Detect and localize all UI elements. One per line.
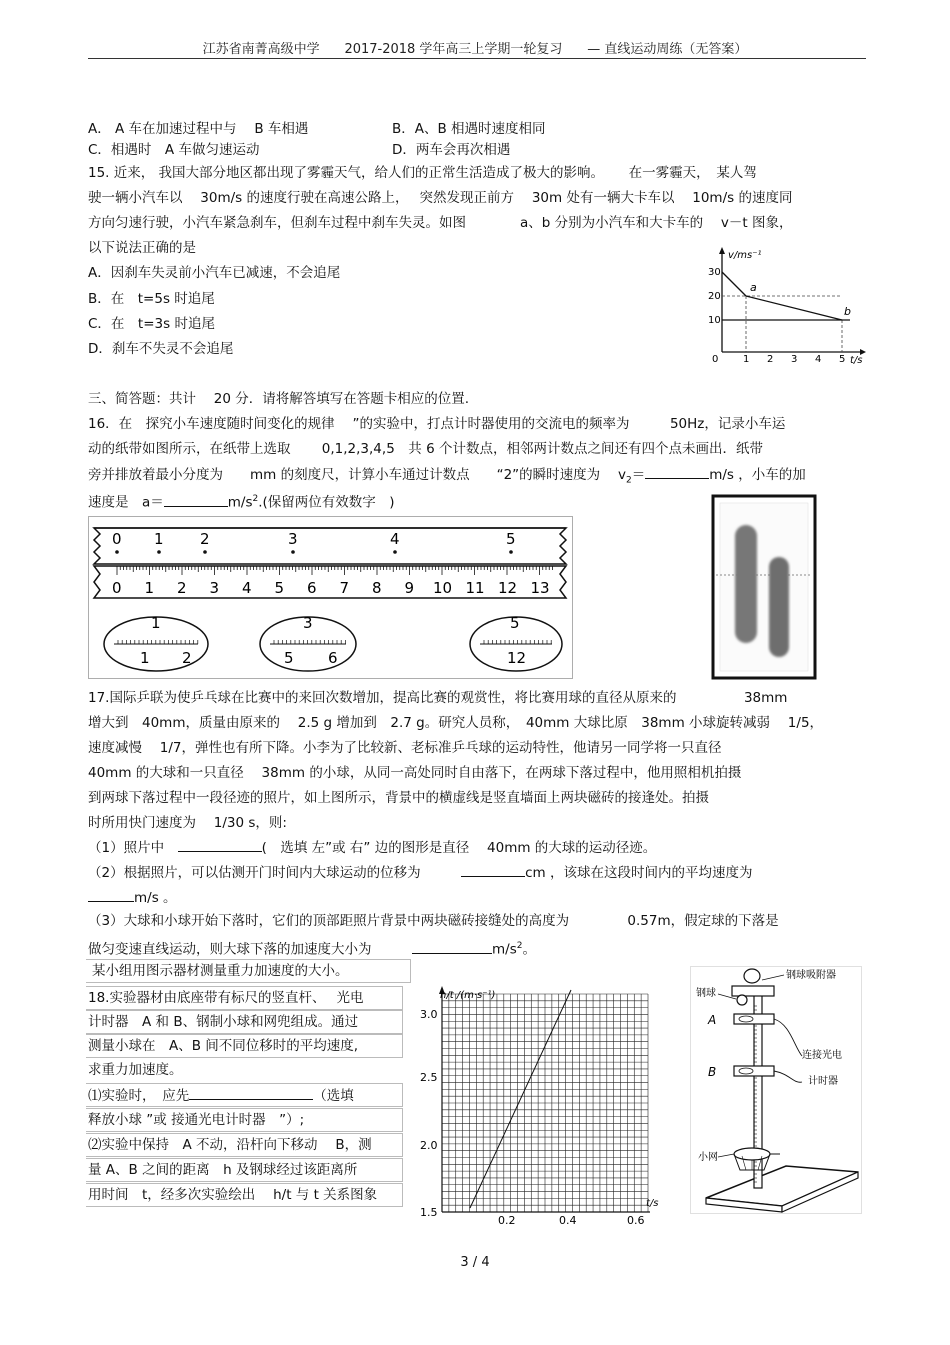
magnet-holder (744, 969, 760, 983)
x-tick-4: 4 (815, 354, 822, 365)
ruler-label-11: 11 (465, 579, 485, 597)
x-axis-label: t/s (646, 1198, 659, 1209)
label-a: A (708, 1013, 717, 1027)
ruler (94, 566, 566, 598)
zoom3-top: 5 (510, 614, 520, 632)
q18-apparatus (690, 966, 862, 1214)
header-rule (88, 58, 866, 59)
q17-sub-2b: m/s 。 (88, 888, 177, 907)
q17-line-6: 时所用快门速度为 1/30 s，则: (88, 815, 287, 831)
q14-option-d: D．两车会再次相遇 (392, 142, 511, 158)
q15-option-d: D．刹车不失灵不会追尾 (88, 341, 234, 357)
q17-ball-photo (712, 495, 816, 679)
ruler-label-6: 6 (307, 579, 317, 597)
q18-line-1: 18.实验器材由底座带有标尺的竖直杆、 光电 (88, 990, 364, 1006)
q16-tape-ruler-figure (88, 516, 574, 680)
paper-tape (94, 528, 566, 564)
tape-label-2: 2 (200, 530, 210, 548)
ruler-label-5: 5 (274, 579, 285, 597)
zoom1-left: 1 (140, 649, 150, 667)
ruler-label-13: 13 (530, 579, 550, 597)
q15-vt-graph (700, 244, 870, 366)
zoom2-top: 3 (303, 614, 313, 632)
q18-line-8: 量 A、B 之间的距离 h 及钢球经过该距离所 (88, 1162, 358, 1178)
y-tick-20: 20 (708, 291, 721, 302)
q18-line-4: 求重力加速度。 (88, 1062, 183, 1078)
q15-option-c: C．在 t=3s 时追尾 (88, 316, 215, 332)
q16-line-1: 16．在 探究小车速度随时间变化的规律 ”的实验中，打点计时器使用的交流电的频率为 50Hz，记录小车运 (88, 416, 786, 432)
q17-line-3: 速度减慢 1/7，弹性也有所下降。小李为了比较新、老标准乒乓球的运动特性，他请另一同学将一只直径 (88, 740, 722, 756)
q18-line-2: 计时器 A 和 B、钢制小球和网兜组成。通过 (88, 1014, 359, 1030)
page-header (0, 38, 950, 57)
tape-label-1: 1 (154, 530, 164, 548)
q15-line-4: 以下说法正确的是 (88, 240, 196, 256)
label-wire: 连接光电 (802, 1050, 842, 1061)
q15-option-b: B．在 t=5s 时追尾 (88, 291, 215, 307)
zoom2-right: 6 (328, 649, 338, 667)
x-tick-3: 3 (791, 354, 798, 365)
zoom2-left: 5 (284, 649, 294, 667)
header-topic: — 直线运动周练（无答案） (587, 42, 748, 57)
ruler-label-0: 0 (112, 579, 122, 597)
small-ball-trail (769, 557, 789, 657)
q17-sub1-blank[interactable] (178, 838, 262, 852)
ruler-label-10: 10 (433, 579, 453, 597)
q16-v2-blank[interactable] (645, 465, 709, 479)
label-ball: 钢球 (696, 988, 716, 999)
ruler-label-2: 2 (177, 579, 187, 597)
x-tick-0-6: 0.6 (627, 1214, 645, 1227)
q17-line-1: 17.国际乒联为使乒乓球在比赛中的来回次数增加，提高比赛的观赏性，将比赛用球的直径从原来的 38mm (88, 690, 788, 706)
q17-sub-1: （1）照片中 ( 选填 左”或 右” 边的图形是直径 40mm 的大球的运动径迹。 (88, 840, 657, 856)
tape-label-5: 5 (506, 530, 516, 548)
q15-line-3: 方向匀速行驶，小汽车紧急刹车，但刹车过程中刹车失灵。如图 a、b 分别为小汽车和大卡车的 v－t 图象， (88, 215, 793, 231)
q18-ht-graph (418, 980, 659, 1228)
ruler-label-9: 9 (404, 579, 415, 597)
label-b: B (708, 1065, 717, 1079)
q17-sub2-speed-blank[interactable] (88, 888, 134, 902)
ruler-label-4: 4 (242, 579, 252, 597)
ruler-label-8: 8 (372, 579, 382, 597)
y-tick-1-5: 1.5 (420, 1206, 438, 1219)
q15-line-2: 驶一辆小汽车以 30m/s 的速度行驶在高速公路上， 突然发现正前方 30m 处有一辆大卡车以 10m/s 的速度同 (88, 190, 793, 206)
y-axis-label: v/ms⁻¹ (728, 250, 762, 261)
zoom1-right: 2 (182, 649, 192, 667)
y-tick-3-0: 3.0 (420, 1008, 438, 1021)
q17-sub-2: （2）根据照片，可以估测开门时间内大球运动的位移为 cm ，该球在这段时间内的平均速度为 (88, 865, 753, 881)
zoom3-bottom: 12 (507, 649, 527, 667)
q18-line-3: 测量小球在 A、B 间不同位移时的平均速度, (88, 1038, 359, 1054)
y-axis-label: h/t /(m·s⁻¹) (440, 990, 496, 1001)
q16-line-2: 动的纸带如图所示，在纸带上选取 0,1,2,3,4,5 共 6 个计数点，相邻两计数点之间还有四个点未画出．纸带 (88, 441, 763, 457)
y-tick-2-5: 2.5 (420, 1071, 438, 1084)
label-a: a (750, 281, 757, 294)
header-term: 2017-2018 学年高三上学期一轮复习 (344, 42, 563, 57)
q17-sub-3: （3）大球和小球开始下落时，它们的顶部距照片背景中两块磁砖接缝处的高度为 0.57m，假定球的下落是 (88, 913, 779, 929)
q15-line-1: 15. 近来， 我国大部分地区都出现了雾霾天气，给人们的正常生活造成了极大的影响。 在一雾霾天， 某人驾 (88, 165, 757, 181)
ruler-label-7: 7 (339, 579, 350, 597)
x-tick-2: 2 (767, 354, 774, 365)
y-tick-10: 10 (708, 315, 721, 326)
steel-ball (737, 995, 747, 1005)
q18-line-7: ⑵实验中保持 A 不动，沿杆向下移动 B，测 (88, 1137, 372, 1153)
q16-accel-blank[interactable] (164, 493, 228, 507)
q16-line-4: 速度是 $a= m/s^2$.(保留两位有效数字 ) (88, 494, 395, 511)
q17-line-2: 增大到 40mm，质量由原来的 2.5 g 增加到 2.7 g。研究人员称， 40mm 大球比原 38mm 小球旋转减弱 1/5， (88, 715, 824, 731)
y-tick-0: 0 (712, 354, 719, 365)
q15-option-a: A．因刹车失灵前小汽车已减速，不会追尾 (88, 265, 341, 281)
q18-line-6: 释放小球 ”或 接通光电计时器 ”）; (88, 1112, 305, 1128)
x-tick-5: 5 (839, 354, 846, 365)
q17-sub2-blank[interactable] (461, 863, 525, 877)
q17-line-5: 到两球下落过程中一段径迹的照片，如上图所示，背景中的横虚线是竖直墙面上两块磁砖的接逢处。拍摄 (88, 790, 709, 806)
q18-line-9: 用时间 t，经多次实验绘出 h/t 与 t 关系图象 (88, 1187, 378, 1203)
label-timer: 计时器 (808, 1076, 838, 1087)
zoom1-top: 1 (151, 614, 161, 632)
ruler-label-1: 1 (144, 579, 155, 597)
q17-sub3-blank[interactable] (412, 940, 492, 954)
tape-label-3: 3 (288, 530, 298, 548)
label-holder: 钢球吸附器 (786, 970, 836, 981)
x-tick-1: 1 (743, 354, 750, 365)
y-tick-2-0: 2.0 (420, 1139, 438, 1152)
tape-label-0: 0 (112, 530, 122, 548)
ruler-label-3: 3 (209, 579, 220, 597)
x-tick-0-2: 0.2 (498, 1214, 516, 1227)
q14-option-c: C．相遇时 A 车做匀速运动 (88, 142, 260, 158)
label-b: b (844, 305, 851, 318)
large-ball-trail (735, 525, 757, 643)
section-3-title: 三、简答题：共计 20 分．请将解答填写在答题卡相应的位置. (88, 391, 470, 407)
q14-option-b: B．A、B 相遇时速度相同 (392, 121, 546, 137)
q17-sub-3b: 做匀变速直线运动，则大球下落的加速度大小为 $m/s^2$。 (88, 941, 536, 958)
q14-option-a: A． A 车在加速过程中与 B 车相遇 (88, 121, 309, 137)
label-net: 小网 (698, 1152, 718, 1163)
x-tick-0-4: 0.4 (559, 1214, 577, 1227)
q18-intro: 某小组用图示器材测量重力加速度的大小。 (92, 963, 349, 979)
q18-order-blank[interactable] (189, 1086, 313, 1100)
header-school: 江苏省南菁高级中学 (202, 42, 320, 57)
y-tick-30: 30 (708, 267, 721, 278)
page-number: 3 / 4 (460, 1255, 490, 1270)
ruler-label-12: 12 (498, 579, 518, 597)
line-a-part1 (722, 272, 746, 296)
data-line (470, 990, 571, 1208)
tape-label-4: 4 (390, 530, 400, 548)
x-axis-label: t/s (850, 355, 863, 366)
q16-line-3: 旁并排放着最小分度为 mm 的刻度尺，计算小车通过计数点 “2”的瞬时速度为 $v_2= m/s$ ，小车的加 (88, 467, 806, 486)
catch-net (734, 1148, 770, 1160)
line-a-part2 (746, 296, 842, 320)
q18-line-5: ⑴实验时， 应先 （选填 (88, 1088, 354, 1104)
q17-line-4: 40mm 的大球和一只直径 38mm 的小球，从同一高处同时自由落下，在两球下落过程中，他用照相机拍摄 (88, 765, 742, 781)
